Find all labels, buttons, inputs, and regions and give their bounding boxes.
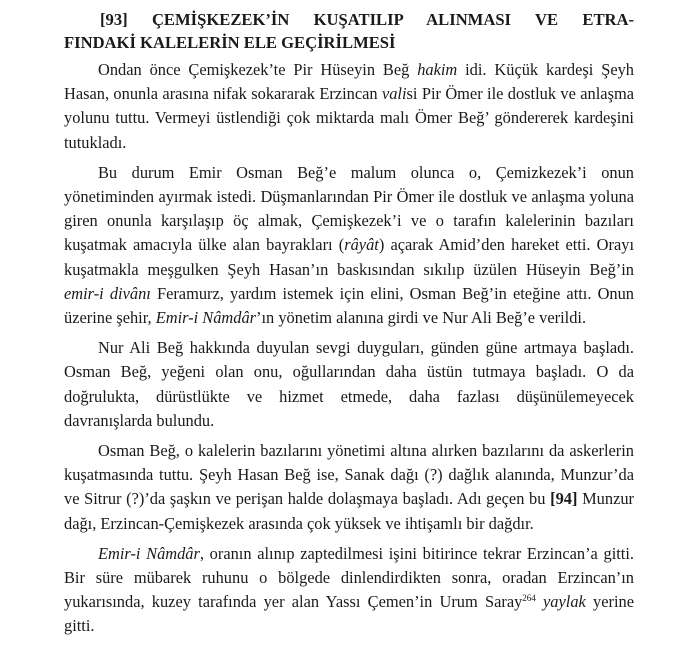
paragraph-1 (64, 58, 634, 155)
italic-term: râyât (344, 235, 379, 255)
text-run: Ondan önce Çemişkezek’te Pir Hüseyin Beğ (98, 60, 418, 79)
text-run (536, 592, 543, 611)
footnote-ref[interactable]: 264 (522, 593, 536, 604)
page-marker: [94] (550, 489, 578, 509)
italic-term: Emir-i Nâmdâr (155, 308, 257, 328)
paragraph-5 (64, 542, 634, 639)
section-heading (64, 8, 634, 54)
paragraph-2 (64, 161, 634, 330)
paragraph-3 (64, 336, 634, 433)
text-run: Bu durum Emir Osman Beğ’e malum olunca o, Çemizkezek’i onun yönetiminden ayırmak istedi. Düşmanlarından Pir Ömer ile dostluk ve anlaşma yoluna giren onunla karşılaşıp öç almak, Çemişkezek’i ve o tarafın kalelerinin bazıları kuşatmak amacıyla ülke alan bayrakları ( (64, 162, 634, 255)
text-run: idi. Küçük kardeşi Şeyh Hasan, onunla arasına nifak sokararak Erzincan (64, 60, 634, 104)
text-run: Munzur dağı, Erzincan-Çemişkezek arasında çok yüksek ve ihtişamlı bir dağdır. (64, 489, 634, 533)
text-run: ) açarak Amid’den hareket etti. Orayı kuşatmakla meşgulken Şeyh Hasan’ın baskısından sıkılıp üzülen Hüseyin Beğ’in (64, 235, 634, 279)
text-run: Osman Beğ, o kalelerin bazılarını yönetimi altına alırken bazılarını da askerlerin kuşatmasında tuttu. Şeyh Hasan Beğ ise, Sanak dağı (?) dağlık alanında, Munzur’da ve Sitrur (?)’da şaşkın ve perişan halde dolaşmaya başladı. Adı geçen bu (64, 441, 634, 509)
text-run: Feramurz, yardım istemek için elini, Osman Beğ’in eteğine attı. Onun üzerine şehir, (64, 283, 634, 328)
italic-term: yaylak (543, 592, 586, 612)
text-run: , oranın alınıp zaptedilmesi işini bitirince tekrar Erzincan’a gitti. Bir süre mübarek ruhunu o bölgede dinlendirdikten sonra, oradan Erzincan’ın yukarısında, kuzey tarafında yer alan Yassı Çemen’in Urum Saray (64, 543, 635, 612)
italic-term: vali (381, 84, 407, 104)
heading-line-2: FINDAKİ KALELERİN ELE GEÇİRİLMESİ (64, 33, 396, 52)
paragraph-4 (64, 439, 634, 536)
text-run: ’ın yönetim alanına girdi ve Nur Ali Beğ’e verildi. (256, 308, 587, 328)
text-run: Nur Ali Beğ hakkında duyulan sevgi duyguları, günden güne artmaya başladı. Osman Beğ, yeğeni olan onu, oğullarından daha üstün tutmaya başladı. O da doğrulukta, dürüstlükte ve hizmet etmede, daha fazlası düşünülemeyecek davranışlarda bulundu. (64, 338, 634, 430)
text-run: yerine gitti. (64, 592, 634, 636)
text-run: si Pir Ömer ile dostluk ve anlaşma yolunu tuttu. Vermeyi üstlendiği çok miktarda malı Ömer Beğ’ göndererek kardeşini tutukladı. (64, 84, 634, 152)
italic-term: hakim (417, 60, 458, 79)
italic-term: emir-i divânı (64, 283, 151, 303)
heading-line-1: [93] ÇEMİŞKEZEK’İN KUŞATILIP ALINMASI VE ETRA- (100, 10, 634, 29)
italic-term: Emir-i Nâmdâr (98, 543, 200, 563)
